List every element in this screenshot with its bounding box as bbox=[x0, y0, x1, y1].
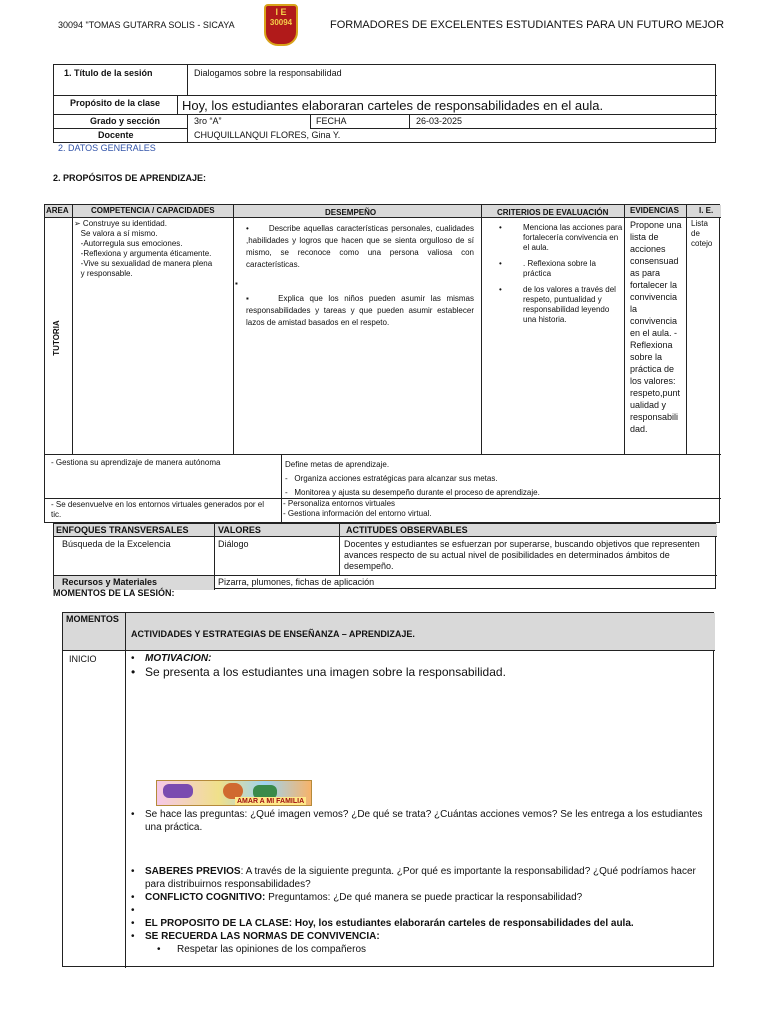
competencia-line: -Reflexiona y argumenta éticamente. bbox=[74, 249, 212, 258]
transversal-comp-2-items bbox=[283, 499, 432, 519]
questions-text: Se hace las preguntas: ¿Qué imagen vemos? ¿De qué se trata? ¿Cuántas acciones vemos? Se les entrega a los estudiantes una práctica. bbox=[145, 809, 703, 833]
criterios-list bbox=[511, 223, 623, 325]
image-caption: AMAR A MI FAMILIA bbox=[237, 798, 305, 805]
header-desempeno: DESEMPEÑO bbox=[325, 208, 377, 217]
transversal-comp-2: - Se desenvuelve en los entornos virtuales generados por el tic. bbox=[51, 500, 265, 519]
session-title-value: Dialogamos sobre la responsabilidad bbox=[194, 68, 342, 78]
purpose-label: Propósito de la clase bbox=[70, 98, 161, 108]
desempeno-2: ▪ Explica que los niños pueden asumir las mismas responsabilidades y tareas y que pueden asumir establecer lazos de amistad basados en el respeto. bbox=[246, 294, 474, 327]
date-label: FECHA bbox=[316, 116, 347, 126]
learning-purposes-table bbox=[44, 204, 720, 523]
competencia-line: y responsable. bbox=[74, 269, 133, 278]
header-criterios: CRITERIOS DE EVALUACIÓN bbox=[497, 208, 609, 217]
teacher-label: Docente bbox=[98, 130, 134, 140]
transversal-item: - Personaliza entornos virtuales bbox=[283, 499, 396, 508]
class-purpose-text: Hoy, los estudiantes elaborarán carteles de responsabilidades del aula. bbox=[292, 918, 634, 929]
header-ie: I. E. bbox=[699, 206, 714, 215]
valor-value: Diálogo bbox=[218, 539, 249, 549]
header-momentos: MOMENTOS bbox=[66, 614, 119, 624]
criterio-item: • Menciona las acciones para fortalecería convivencia en el aula. bbox=[499, 223, 623, 253]
transversal-item: - Gestiona información del entorno virtual. bbox=[283, 509, 432, 518]
learning-purposes-title: 2. PROPÓSITOS DE APRENDIZAJE: bbox=[53, 173, 207, 183]
actitud-value: Docentes y estudiantes se esfuerzan por superarse, buscando objetivos que representen avances respecto de su actual nivel de posibilidades en determinados ámbitos de desempeño. bbox=[344, 539, 700, 571]
teacher-value: CHUQUILLANQUI FLORES, Gina Y. bbox=[194, 130, 341, 140]
prior-knowledge-label: SABERES PREVIOS bbox=[145, 866, 241, 877]
bullet-mark: ▪ bbox=[235, 279, 238, 288]
general-data-table bbox=[53, 64, 716, 143]
competencia-line: Se valora a sí mismo. bbox=[74, 229, 158, 238]
ie-text: Lista de cotejo bbox=[691, 219, 713, 248]
norms-label: SE RECUERDA LAS NORMAS DE CONVIVENCIA: bbox=[145, 931, 380, 942]
motivation-text: • Se presenta a los estudiantes una imagen sobre la responsabilidad. bbox=[131, 665, 506, 679]
competencia-line: -Autorregula sus emociones. bbox=[74, 239, 183, 248]
header-evidencias: EVIDENCIAS bbox=[630, 206, 679, 215]
resources-value: Pizarra, plumones, fichas de aplicación bbox=[218, 577, 375, 587]
approaches-table bbox=[53, 523, 716, 589]
session-moments-title: MOMENTOS DE LA SESIÓN: bbox=[53, 588, 175, 598]
criterio-item: • de los valores a través del respeto, puntualidad y responsabilidad leyendo una historia. bbox=[499, 285, 623, 325]
grade-value: 3ro “A” bbox=[194, 116, 222, 126]
session-title-label: 1. Título de la sesión bbox=[64, 68, 153, 78]
competencia-list bbox=[74, 219, 232, 279]
motivation-heading: • MOTIVACION: bbox=[131, 653, 212, 664]
cognitive-conflict-label: CONFLICTO COGNITIVO: bbox=[145, 892, 266, 903]
school-motto: FORMADORES DE EXCELENTES ESTUDIANTES PARA UN FUTURO MEJOR bbox=[330, 19, 725, 31]
transversal-item: - Organiza acciones estratégicas para alcanzar sus metas. bbox=[285, 474, 498, 483]
header-enfoques: ENFOQUES TRANSVERSALES bbox=[56, 525, 189, 535]
transversal-item: - Monitorea y ajusta su desempeño durante el proceso de aprendizaje. bbox=[285, 488, 540, 497]
activities-content bbox=[131, 653, 711, 679]
prior-knowledge-block: • SABERES PREVIOS: A través de la siguiente pregunta. ¿Por qué es importante la responsabilidad? ¿Qué podríamos hacer para distribuirnos responsabilidades? • CONFLICTO COGNITIVO: Preguntamos: ¿De qué manera se puede practicar la responsabilidad? • • EL PROPOSITO DE LA CLASE: Hoy, los estudiantes elaborarán carteles de responsabilidades del aula. • SE RECUERDA LAS NORMAS DE CONVIVENCIA: • Respetar las opiniones de los compañeros bbox=[131, 866, 696, 955]
date-value: 26-03-2025 bbox=[416, 116, 463, 126]
transversal-comp-1: - Gestiona su aprendizaje de manera autónoma bbox=[51, 458, 221, 467]
desempeno-1: • Describe aquellas características personales, cualidades ,habilidades y logros que hacen que se sienta orgulloso de sí mismo, se reconoce como una persona valiosa con características. bbox=[246, 224, 474, 269]
session-moments-table bbox=[62, 612, 714, 967]
competencia-line: -Vive su sexualidad de manera plena bbox=[74, 259, 213, 268]
header-area: AREA bbox=[46, 206, 69, 215]
school-name: 30094 "TOMAS GUTARRA SOLIS - SICAYA bbox=[58, 20, 235, 30]
general-data-heading: 2. DATOS GENERALES bbox=[58, 143, 156, 153]
prior-knowledge-text: : A través de la siguiente pregunta. ¿Por qué es importante la responsabilidad? ¿Qué podríamos hacer para distribuirnos responsabilidades? bbox=[145, 866, 696, 890]
header-actitudes: ACTITUDES OBSERVABLES bbox=[346, 525, 468, 535]
responsibility-image bbox=[156, 780, 312, 806]
crest-letters: I E bbox=[275, 7, 287, 17]
criterio-item: • . Reflexiona sobre la práctica bbox=[499, 259, 623, 279]
enfoque-value: Búsqueda de la Excelencia bbox=[62, 539, 171, 549]
crest-number: 30094 bbox=[269, 18, 293, 27]
header-valores: VALORES bbox=[218, 525, 261, 535]
questions-block: • Se hace las preguntas: ¿Qué imagen vemos? ¿De qué se trata? ¿Cuántas acciones vemos? Se les entrega a los estudiantes una práctica. bbox=[131, 809, 703, 833]
family-figure-icon bbox=[163, 784, 193, 798]
competencia-line: ➢ Construye su identidad. bbox=[74, 219, 167, 228]
evidencias-text: Propone una lista de acciones consensuad as para fortalecer la convivencia la convivencia en el aula. -Reflexiona sobre la práctica de los valores: respeto,punt ualidad y responsabili dad. bbox=[630, 220, 682, 434]
header-actividades: ACTIVIDADES Y ESTRATEGIAS DE ENSEÑANZA – APRENDIZAJE. bbox=[131, 629, 415, 639]
header-competencia: COMPETENCIA / CAPACIDADES bbox=[91, 206, 215, 215]
resources-label: Recursos y Materiales bbox=[62, 577, 158, 587]
class-purpose-label: EL PROPOSITO DE LA CLASE: bbox=[145, 918, 293, 929]
area-tutoria: TUTORIA bbox=[52, 320, 61, 356]
moment-inicio: INICIO bbox=[69, 654, 97, 664]
norms-item: Respetar las opiniones de los compañeros bbox=[177, 944, 366, 955]
transversal-comp-1-items bbox=[285, 458, 540, 500]
school-crest bbox=[264, 4, 298, 46]
purpose-value: Hoy, los estudiantes elaboraran carteles de responsabilidades en el aula. bbox=[182, 98, 604, 113]
cognitive-conflict-text: Preguntamos: ¿De qué manera se puede practicar la responsabilidad? bbox=[265, 892, 583, 903]
transversal-item: Define metas de aprendizaje. bbox=[285, 460, 390, 469]
grade-label: Grado y sección bbox=[90, 116, 161, 126]
